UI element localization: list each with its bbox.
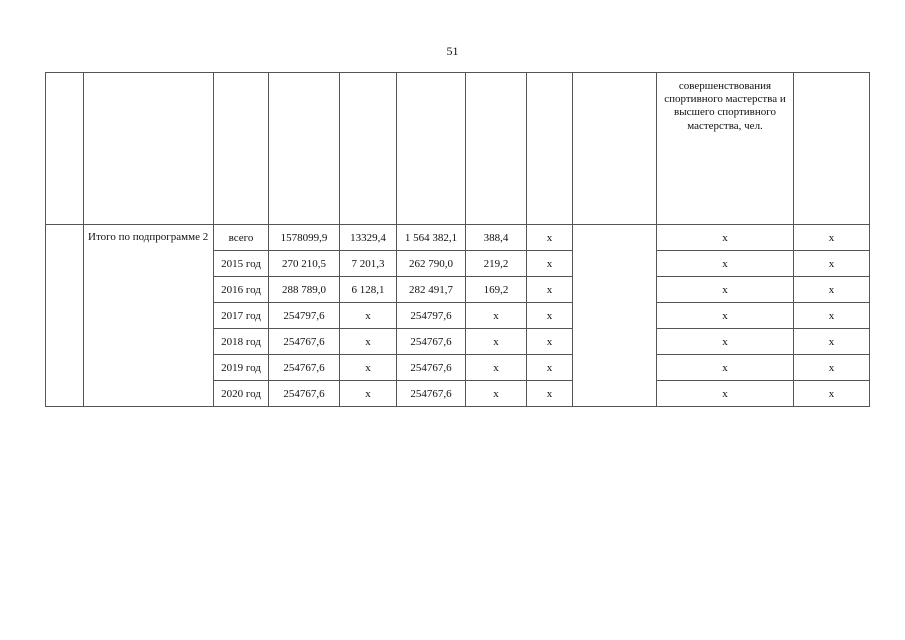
other-cell: x (527, 381, 573, 407)
total-cell: 254767,6 (269, 355, 340, 381)
header-cell-number (46, 73, 84, 225)
program-funding-table (45, 72, 870, 407)
header-cell-period (214, 73, 269, 225)
number-cell (46, 225, 84, 407)
other-cell: x (527, 303, 573, 329)
header-cell-name (84, 73, 214, 225)
period-cell: всего (214, 225, 269, 251)
indicator-value-cell: x (657, 277, 794, 303)
local-cell: 219,2 (466, 251, 527, 277)
header-cell-other (527, 73, 573, 225)
period-cell: 2020 год (214, 381, 269, 407)
regional-cell: 1 564 382,1 (397, 225, 466, 251)
total-cell: 254797,6 (269, 303, 340, 329)
period-cell: 2016 год (214, 277, 269, 303)
total-cell: 254767,6 (269, 381, 340, 407)
table-row (46, 225, 870, 251)
local-cell: x (466, 329, 527, 355)
federal-cell: 6 128,1 (340, 277, 397, 303)
federal-cell: 7 201,3 (340, 251, 397, 277)
last-cell: x (794, 329, 870, 355)
header-cell-total (269, 73, 340, 225)
last-cell: x (794, 381, 870, 407)
regional-cell: 254767,6 (397, 355, 466, 381)
header-cell-last (794, 73, 870, 225)
federal-cell: x (340, 355, 397, 381)
last-cell: x (794, 355, 870, 381)
other-cell: x (527, 225, 573, 251)
other-cell: x (527, 277, 573, 303)
other-cell: x (527, 251, 573, 277)
local-cell: x (466, 355, 527, 381)
period-cell: 2019 год (214, 355, 269, 381)
indicator-value-cell: x (657, 303, 794, 329)
last-cell: x (794, 225, 870, 251)
period-cell: 2015 год (214, 251, 269, 277)
indicator-value-cell: x (657, 355, 794, 381)
federal-cell: x (340, 329, 397, 355)
federal-cell: x (340, 381, 397, 407)
total-cell: 254767,6 (269, 329, 340, 355)
total-cell: 288 789,0 (269, 277, 340, 303)
header-row (46, 73, 870, 225)
total-cell: 1578099,9 (269, 225, 340, 251)
other-cell: x (527, 355, 573, 381)
indicator-value-cell: x (657, 329, 794, 355)
page-number: 51 (446, 44, 459, 58)
last-cell: x (794, 251, 870, 277)
regional-cell: 254767,6 (397, 329, 466, 355)
local-cell: x (466, 303, 527, 329)
period-cell: 2018 год (214, 329, 269, 355)
local-cell: x (466, 381, 527, 407)
header-cell-executor (573, 73, 657, 225)
regional-cell: 254767,6 (397, 381, 466, 407)
summary-label: Итого по подпрограмме 2 (84, 225, 214, 407)
last-cell: x (794, 277, 870, 303)
header-cell-federal (340, 73, 397, 225)
period-cell: 2017 год (214, 303, 269, 329)
indicator-description: совершенствования спортивного мастерства и высшего спортивного мастерства, чел. (657, 73, 794, 225)
total-cell: 270 210,5 (269, 251, 340, 277)
regional-cell: 254797,6 (397, 303, 466, 329)
local-cell: 169,2 (466, 277, 527, 303)
federal-cell: 13329,4 (340, 225, 397, 251)
regional-cell: 262 790,0 (397, 251, 466, 277)
header-cell-regional (397, 73, 466, 225)
header-cell-local (466, 73, 527, 225)
indicator-value-cell: x (657, 251, 794, 277)
other-cell: x (527, 329, 573, 355)
executor-cell (573, 225, 657, 407)
indicator-value-cell: x (657, 381, 794, 407)
last-cell: x (794, 303, 870, 329)
regional-cell: 282 491,7 (397, 277, 466, 303)
local-cell: 388,4 (466, 225, 527, 251)
federal-cell: x (340, 303, 397, 329)
indicator-value-cell: x (657, 225, 794, 251)
